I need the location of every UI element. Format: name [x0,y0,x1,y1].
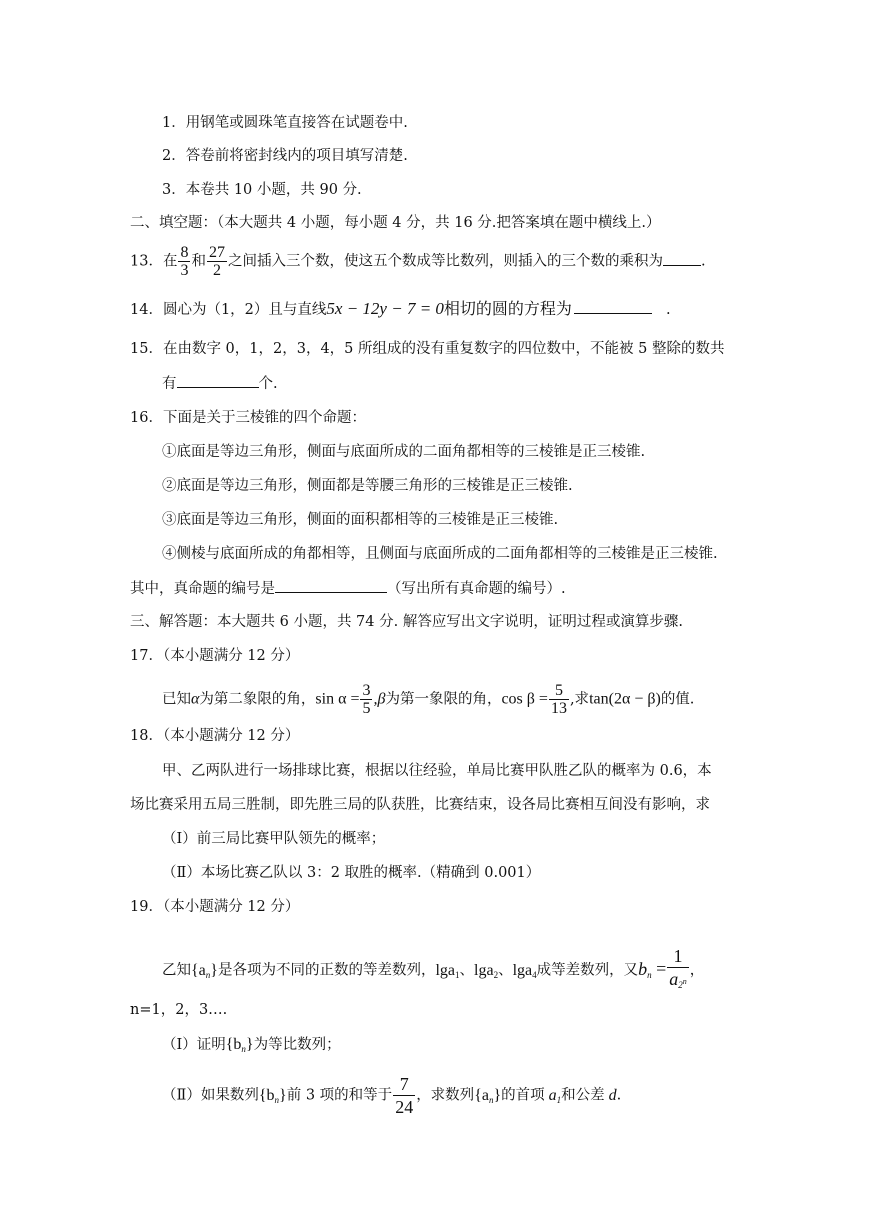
q17-beta: ,β [373,690,386,708]
q19-part1-post: 为等比数列； [253,1037,341,1053]
q17-p3: 为第一象限的角， [385,691,502,708]
q19-part2-mid2: ，求数列 [416,1087,475,1104]
q18-line-1: 甲、乙两队进行一场排球比赛，根据以往经验，单局比赛甲队胜乙队的概率为 0.6，本 [162,763,712,779]
q13-frac1-num: 8 [180,244,189,261]
q19-bn-letter: b [638,958,648,979]
q17-tan: tan(2α − β) [589,690,661,708]
section-2-heading: 二、填空题：（本大题共 4 小题，每小题 4 分，共 16 分.把答案填在题中横线上.） [130,215,661,231]
q13-frac1-den: 3 [180,262,189,279]
q19-part2-close: } [279,1086,287,1104]
q18-part-1: （Ⅰ）前三局比赛甲队领先的概率； [162,831,386,847]
q17-sin: sin α = [315,690,360,708]
question-13 [130,244,706,279]
q19-seq-a [191,962,218,979]
q13-text: 之间插入三个数，使这五个数成等比数列，则插入的三个数的乘积为 [227,253,663,270]
q16-item-1: ①底面是等边三角形，侧面与底面所成的二面角都相等的三棱锥是正三棱锥. [162,444,646,460]
q17-cos-fraction [549,682,569,717]
q19-bn-den [667,968,689,996]
q19-header: 19．（本小题满分 12 分） [130,899,300,915]
q19-lg2-sub: 2 [493,969,499,980]
q19-part2-a1-letter: a [548,1086,557,1104]
q19-part2-sub: n [274,1094,280,1105]
q19-part1-seq [226,1036,254,1053]
q19-part2-end: . [616,1087,622,1104]
q19-part2-seq2 [474,1087,501,1104]
q19-part2-seq [259,1087,287,1104]
q19-part2-pre: （Ⅱ）如果数列 [162,1087,259,1104]
q15-answer-blank [177,373,259,388]
q15-pre: 有 [162,376,177,392]
q17-p2: 为第二象限的角， [199,691,316,708]
q19-part2-seq2-open: {a [474,1086,489,1104]
q19-part2-num: 7 [393,1073,415,1096]
q19-eq: = [651,958,667,979]
q14-text: 14．圆心为（1，2）且与直线 [130,302,327,318]
q19-part2-a1-sub: 1 [556,1094,562,1105]
q19-part2-mid: 前 3 项的和等于 [286,1087,393,1104]
q19-n-line: n=1，2，3…. [130,1002,228,1018]
q19-sep-1: 、 [459,962,475,979]
note-2: 2．答卷前将密封线内的项目填写清楚. [162,148,408,164]
q17-cos-num: 5 [549,682,569,700]
q17-header: 17．（本小题满分 12 分） [130,648,300,664]
q17-p1: 已知 [162,691,191,708]
q19-lg-a1 [435,962,459,979]
q13-answer-blank [663,251,701,266]
q19-lg1-sub: 1 [455,969,460,980]
q17-sin-den: 5 [362,700,371,717]
q19-seq-a-open: {a [191,961,206,979]
q19-bn-sub: n [647,969,652,980]
q13-mid: 和 [191,253,206,270]
q19-part1-pre: （Ⅰ）证明 [162,1037,226,1053]
q19-part2-seq-open: {b [258,1086,275,1104]
q19-part2-close2: } [493,1086,502,1104]
q19-part2-a1 [549,1087,562,1104]
q19-p1: 乙知 [162,962,191,979]
q19-p2: 是各项为不同的正数的等差数列， [217,962,436,979]
q16-answer-line [130,578,566,599]
q13-num: 13．在 [130,253,178,270]
q18-part-2: （Ⅱ）本场比赛乙队以 3：2 取胜的概率.（精确到 0.001） [162,865,541,881]
q19-lg4-sub: 4 [532,969,537,980]
q19-lg-a4 [513,962,537,979]
q19-sep-2: 、 [498,962,513,979]
q14-line-equation: 5x − 12y − 7 = 0 [326,299,444,318]
q19-bn-fraction [667,945,689,996]
q17-sin-num: 3 [362,682,371,699]
q19-bn-den-sup: n [682,977,687,986]
question-14 [130,299,671,320]
q18-line-2: 场比赛采用五局三胜制，即先胜三局的队获胜，比赛结束，设各局比赛相互间没有影响，求 [130,797,710,813]
q19-part2-mid4: 和公差 [561,1087,605,1104]
q17-p5: 的值. [660,691,695,708]
q17-body [162,682,694,717]
q14-end: . [665,302,671,318]
q17-cos-den: 13 [550,700,567,717]
q16-answer-pre: 其中，真命题的编号是 [130,581,275,597]
q19-part1-sub: n [241,1044,246,1054]
q19-p3: 成等差数列，又 [536,962,639,979]
q17-alpha: α [191,690,200,708]
q19-part1-seq-open: {b [225,1036,242,1053]
q15-post: 个. [258,376,278,392]
q16-answer-post: （写出所有真命题的编号）. [387,581,566,597]
q19-lg2: lga [474,961,494,979]
q19-part2-fraction [393,1073,415,1118]
q19-seq-a-sub: n [205,969,211,980]
note-3: 3．本卷共 10 小题，共 90 分. [162,182,362,198]
q19-part1-close: } [245,1036,254,1053]
q17-p4: ,求 [569,691,590,708]
q17-sin-fraction [360,682,372,717]
q14-answer-blank [574,299,652,314]
q13-fraction-1 [178,244,190,279]
q16-item-3: ③底面是等边三角形，侧面的面积都相等的三棱锥是正三棱锥. [162,512,559,528]
q13-end: . [700,253,706,270]
question-15-line-1: 15．在由数字 0，1，2，3，4，5 所组成的没有重复数字的四位数中，不能被 5 整除的数共 [130,341,725,357]
q19-bn [638,959,652,979]
q19-bn-den-sub: 2 [678,980,683,990]
q19-seq-a-close: } [210,961,218,979]
q19-lg1: lga [435,961,456,979]
q19-body [162,945,704,996]
q16-item-4: ④侧棱与底面所成的角都相等，且侧面与底面所成的二面角都相等的三棱锥是正三棱锥. [162,546,718,562]
q19-lg4: lga [512,961,533,979]
q16-answer-blank [275,578,387,593]
q13-fraction-2 [207,244,227,279]
q13-frac2-num: 27 [208,244,225,261]
q19-part2-den: 24 [395,1097,414,1117]
q18-header: 18．（本小题满分 12 分） [130,728,300,744]
q19-part-1 [162,1035,341,1059]
q13-frac2-den: 2 [212,262,221,279]
q19-bn-den-letter: a [669,969,679,989]
q19-p4: ， [689,962,705,979]
q19-part-2 [162,1073,621,1118]
section-3-heading: 三、解答题：本大题共 6 小题，共 74 分. 解答应写出文字说明，证明过程或演算步骤. [130,614,683,630]
q14-text2: 相切的圆的方程为 [443,299,572,318]
q19-part2-mid3: 的首项 [501,1087,545,1104]
note-1: 1．用钢笔或圆珠笔直接答在试题卷中. [162,115,408,131]
q16-item-2: ②底面是等边三角形，侧面都是等腰三角形的三棱锥是正三棱锥. [162,478,573,494]
q19-part2-d: d [608,1086,617,1104]
question-15-line-2 [162,373,278,394]
q19-lg-a2 [474,962,498,979]
q19-bn-num: 1 [667,945,689,968]
q19-part2-sub2: n [488,1094,494,1105]
q17-cos: cos β = [501,690,548,708]
question-16-intro: 16．下面是关于三棱锥的四个命题： [130,410,366,426]
